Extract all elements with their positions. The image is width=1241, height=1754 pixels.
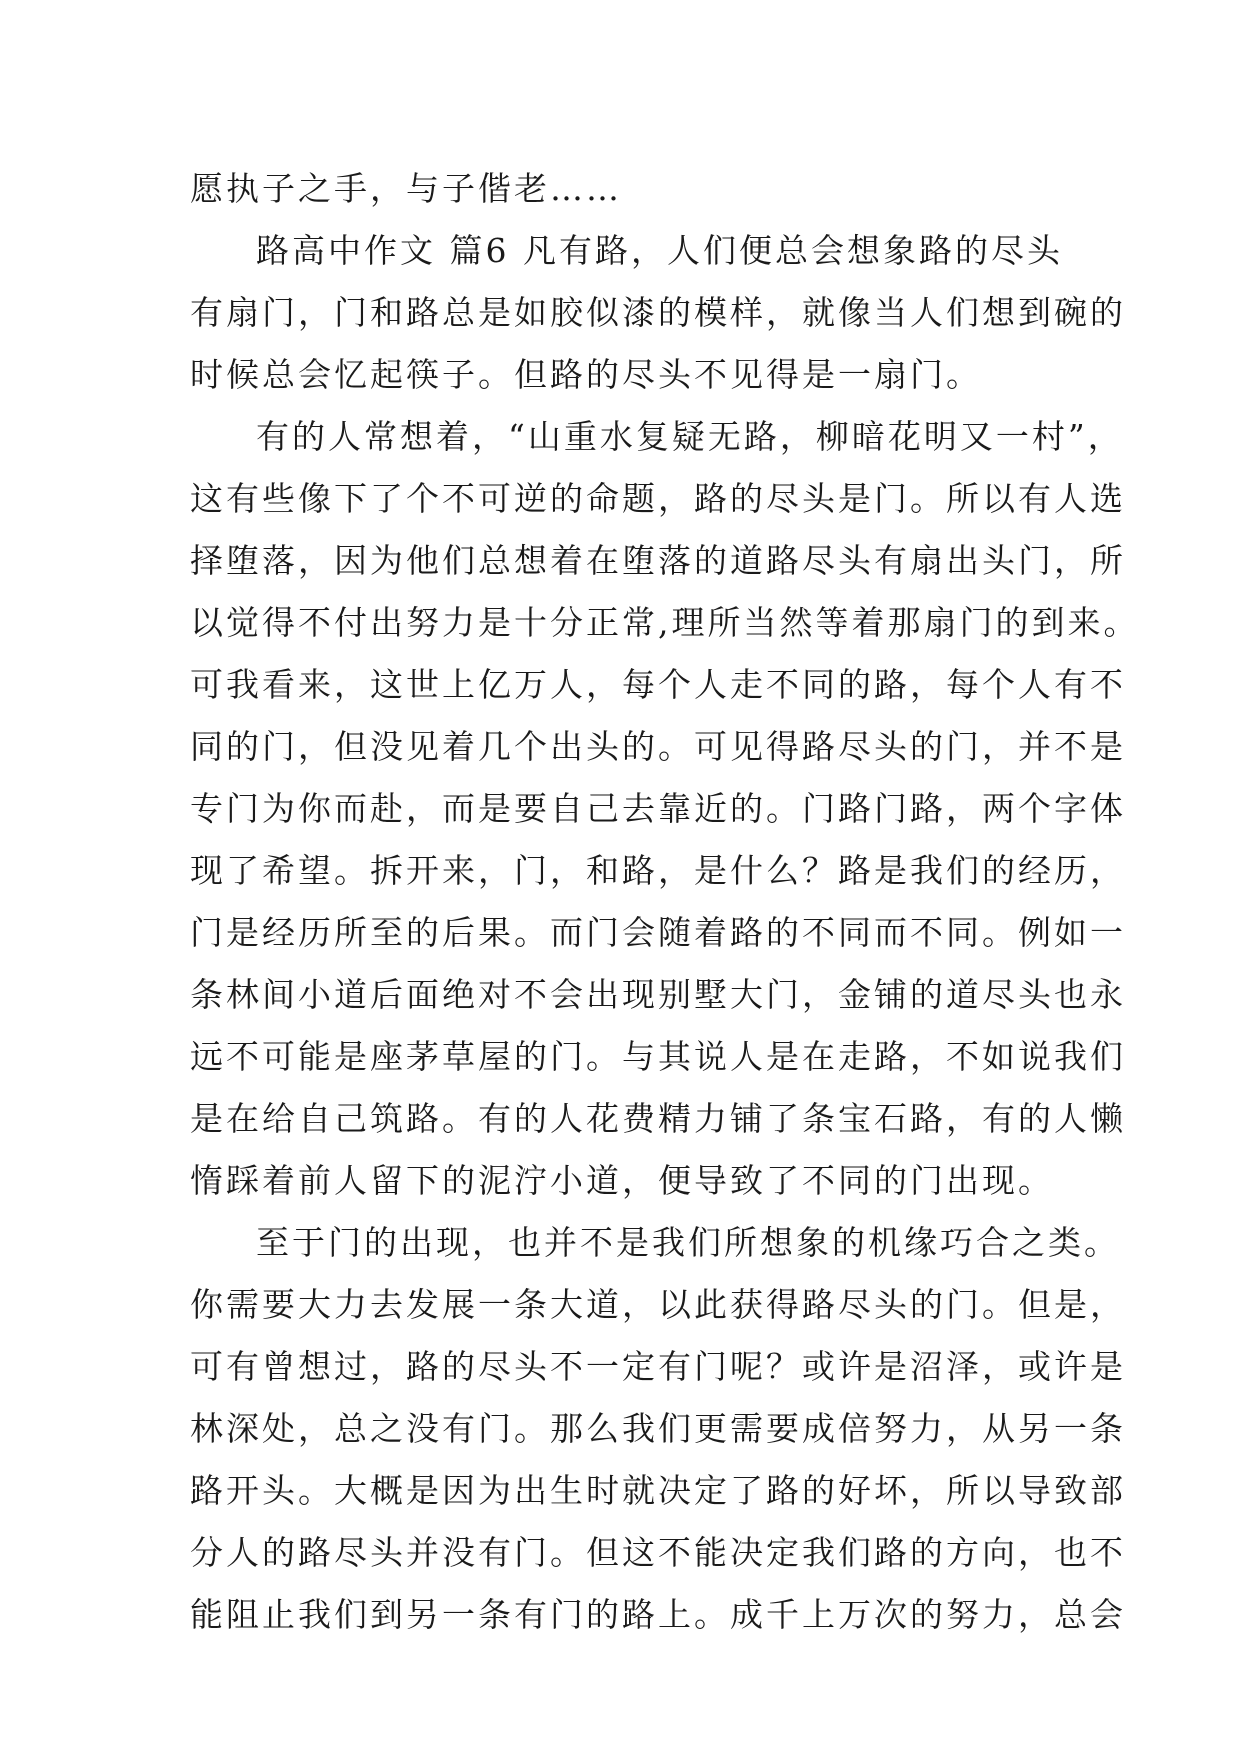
text-line: 条林间小道后面绝对不会出现别墅大门，金铺的道尽头也永 xyxy=(190,975,1126,1014)
text-line: 门是经历所至的后果。而门会随着路的不同而不同。例如一 xyxy=(190,913,1126,952)
text-line: 远不可能是座茅草屋的门。与其说人是在走路，不如说我们 xyxy=(190,1037,1126,1076)
text-line: 惰踩着前人留下的泥泞小道，便导致了不同的门出现。 xyxy=(190,1161,1054,1200)
text-line: 以觉得不付出努力是十分正常,理所当然等着那扇门的到来。 xyxy=(190,603,1140,642)
text-line: 愿执子之手，与子偕老…… xyxy=(190,169,622,208)
text-line: 路开头。大概是因为出生时就决定了路的好坏，所以导致部 xyxy=(190,1471,1126,1510)
text-line: 择堕落，因为他们总想着在堕落的道路尽头有扇出头门，所 xyxy=(190,541,1126,580)
text-line: 这有些像下了个不可逆的命题，路的尽头是门。所以有人选 xyxy=(190,479,1126,518)
text-line: 现了希望。拆开来，门，和路，是什么？路是我们的经历， xyxy=(190,851,1126,890)
text-line: 可有曾想过，路的尽头不一定有门呢？或许是沼泽，或许是 xyxy=(190,1347,1126,1386)
text-line: 可我看来，这世上亿万人，每个人走不同的路，每个人有不 xyxy=(190,665,1126,704)
text-line: 有的人常想着，“山重水复疑无路，柳暗花明又一村”， xyxy=(256,417,1124,456)
text-line: 林深处，总之没有门。那么我们更需要成倍努力，从另一条 xyxy=(190,1409,1126,1448)
text-line: 至于门的出现，也并不是我们所想象的机缘巧合之类。 xyxy=(256,1223,1120,1262)
text-line: 你需要大力去发展一条大道，以此获得路尽头的门。但是， xyxy=(190,1285,1126,1324)
document-body xyxy=(190,158,1140,1646)
text-line: 同的门，但没见着几个出头的。可见得路尽头的门，并不是 xyxy=(190,727,1126,766)
text-line: 路高中作文 篇6 凡有路，人们便总会想象路的尽头 xyxy=(256,231,1063,270)
text-line: 专门为你而赴，而是要自己去靠近的。门路门路，两个字体 xyxy=(190,789,1126,828)
text-line: 分人的路尽头并没有门。但这不能决定我们路的方向，也不 xyxy=(190,1533,1126,1572)
text-line: 是在给自己筑路。有的人花费精力铺了条宝石路，有的人懒 xyxy=(190,1099,1126,1138)
text-line: 有扇门，门和路总是如胶似漆的模样，就像当人们想到碗的 xyxy=(190,293,1126,332)
text-line: 时候总会忆起筷子。但路的尽头不见得是一扇门。 xyxy=(190,355,982,394)
text-line: 能阻止我们到另一条有门的路上。成千上万次的努力，总会 xyxy=(190,1595,1126,1634)
